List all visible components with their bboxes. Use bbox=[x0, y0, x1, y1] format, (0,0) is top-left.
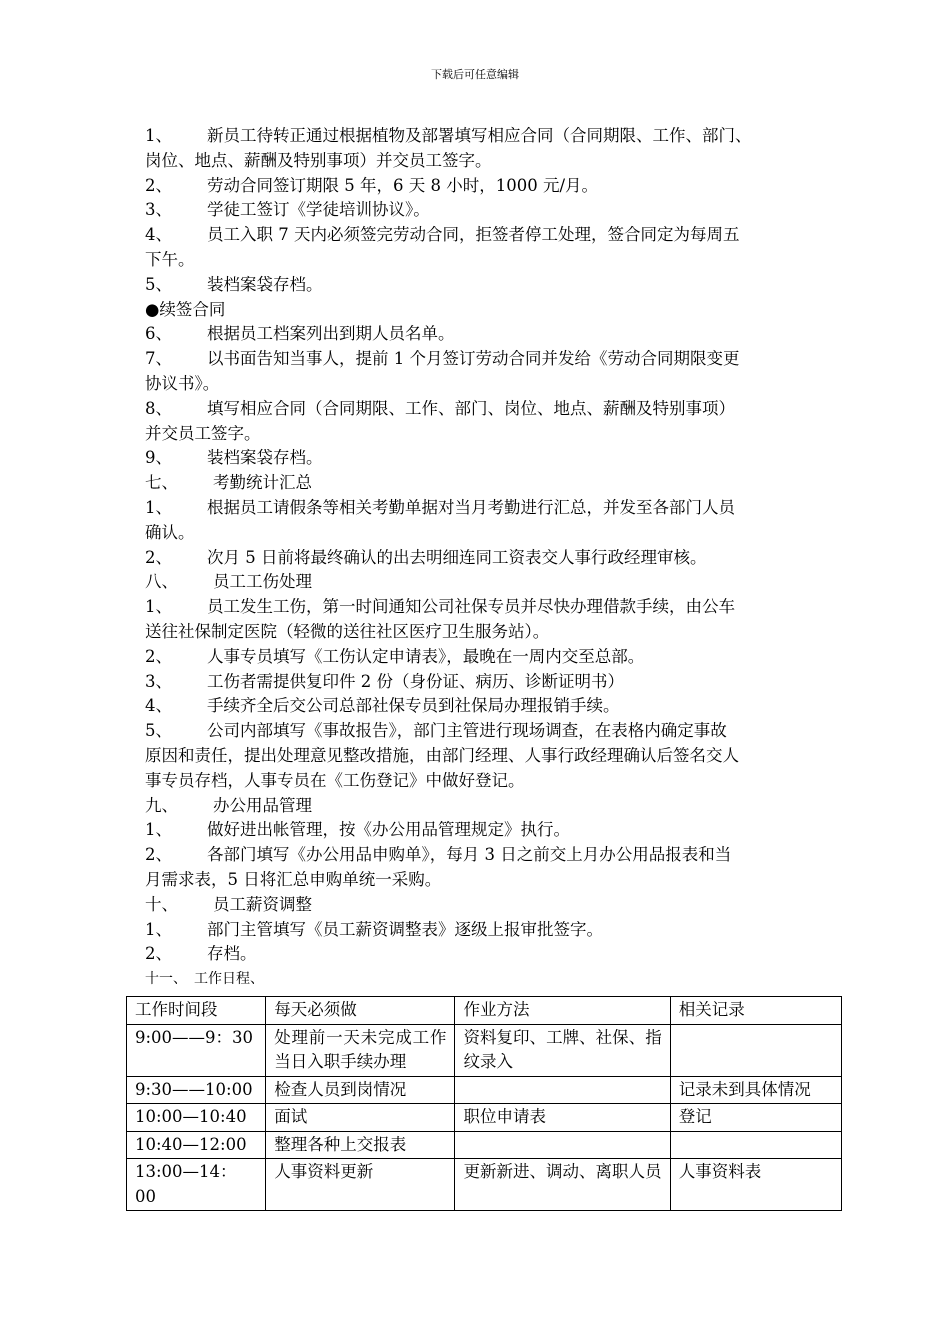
paragraph-text: 员工工伤处理 bbox=[213, 572, 312, 592]
paragraph-text: 并交员工签字。 bbox=[145, 423, 261, 443]
item-number: 3、 bbox=[145, 671, 172, 691]
table-cell: 资料复印、工牌、社保、指纹录入 bbox=[455, 1024, 670, 1076]
paragraph-line bbox=[145, 843, 845, 868]
paragraph-line bbox=[145, 223, 845, 248]
item-number: 2、 bbox=[145, 646, 172, 666]
item-number: 七、 bbox=[145, 473, 178, 493]
table-cell bbox=[670, 1024, 841, 1076]
paragraph-line bbox=[145, 645, 845, 670]
paragraph-text: 员工发生工伤，第一时间通知公司社保专员并尽快办理借款手续，由公车 bbox=[207, 597, 735, 617]
paragraph-text: 原因和责任，提出处理意见整改措施，由部门经理、人事行政经理确认后签名交人 bbox=[145, 745, 739, 765]
table-cell: 面试 bbox=[266, 1104, 455, 1132]
paragraph-text: 协议书》。 bbox=[145, 373, 220, 393]
table-header-row bbox=[127, 997, 842, 1025]
paragraph-text: 岗位、地点、薪酬及特别事项）并交员工签字。 bbox=[145, 150, 492, 170]
table-row bbox=[127, 1159, 842, 1211]
table-cell: 职位申请表 bbox=[455, 1104, 670, 1132]
paragraph-text: 装档案袋存档。 bbox=[207, 448, 323, 468]
paragraph-text: 员工薪资调整 bbox=[213, 894, 312, 914]
paragraph-text: 事专员存档，人事专员在《工伤登记》中做好登记。 bbox=[145, 770, 525, 790]
table-header-cell: 每天必须做 bbox=[266, 997, 455, 1025]
table-cell: 人事资料表 bbox=[670, 1159, 841, 1211]
paragraph-line bbox=[145, 818, 845, 843]
paragraph-line bbox=[145, 670, 845, 695]
item-number: 9、 bbox=[145, 448, 172, 468]
paragraph-line bbox=[145, 372, 845, 397]
item-number: 2、 bbox=[145, 944, 172, 964]
paragraph-line bbox=[145, 694, 845, 719]
paragraph-text: 做好进出帐管理，按《办公用品管理规定》执行。 bbox=[207, 820, 570, 840]
page-header: 下载后可任意编辑 bbox=[431, 68, 519, 81]
paragraph-text: 部门主管填写《员工薪资调整表》逐级上报审批签字。 bbox=[207, 919, 603, 939]
paragraph-line bbox=[145, 347, 845, 372]
item-number: 8、 bbox=[145, 398, 172, 418]
paragraph-line bbox=[145, 595, 845, 620]
paragraph-text: 次月 5 日前将最终确认的出去明细连同工资表交人事行政经理审核。 bbox=[207, 547, 707, 567]
paragraph-line bbox=[145, 769, 845, 794]
paragraph-text: 办公用品管理 bbox=[213, 795, 312, 815]
item-number: 1、 bbox=[145, 597, 172, 617]
table-cell: 9:00——9：30 bbox=[127, 1024, 266, 1076]
document-body bbox=[145, 124, 845, 992]
schedule-table bbox=[126, 996, 842, 1211]
paragraph-text: 送往社保制定医院（轻微的送往社区医疗卫生服务站）。 bbox=[145, 621, 550, 641]
paragraph-text: 以书面告知当事人，提前 1 个月签订劳动合同并发给《劳动合同期限变更 bbox=[207, 349, 740, 369]
paragraph-line bbox=[145, 744, 845, 769]
table-row bbox=[127, 1024, 842, 1076]
table-row bbox=[127, 1131, 842, 1159]
paragraph-text: 存档。 bbox=[207, 944, 257, 964]
table-header-cell: 作业方法 bbox=[455, 997, 670, 1025]
paragraph-text: 新员工待转正通过根据植物及部署填写相应合同（合同期限、工作、部门、 bbox=[207, 126, 752, 145]
table-cell: 登记 bbox=[670, 1104, 841, 1132]
section-heading bbox=[145, 893, 845, 918]
paragraph-line bbox=[145, 918, 845, 943]
paragraph-text: 确认。 bbox=[145, 522, 195, 542]
paragraph-text: 人事专员填写《工伤认定申请表》，最晚在一周内交至总部。 bbox=[207, 646, 645, 666]
section-heading bbox=[145, 471, 845, 496]
table-cell: 记录未到具体情况 bbox=[670, 1076, 841, 1104]
paragraph-line bbox=[145, 422, 845, 447]
paragraph-line bbox=[145, 620, 845, 645]
table-row bbox=[127, 1104, 842, 1132]
item-number: 2、 bbox=[145, 547, 172, 567]
item-number: 1、 bbox=[145, 497, 172, 517]
table-cell bbox=[455, 1131, 670, 1159]
table-header-cell: 工作时间段 bbox=[127, 997, 266, 1025]
item-number: 7、 bbox=[145, 349, 172, 369]
table-cell: 处理前一天未完成工作当日入职手续办理 bbox=[266, 1024, 455, 1076]
paragraph-line bbox=[145, 248, 845, 273]
item-number: 八、 bbox=[145, 572, 178, 592]
paragraph-text: 填写相应合同（合同期限、工作、部门、岗位、地点、薪酬及特别事项） bbox=[207, 398, 735, 418]
paragraph-line bbox=[145, 496, 845, 521]
item-number: 1、 bbox=[145, 820, 172, 840]
section-heading: 十一、 工作日程、 bbox=[145, 971, 264, 988]
table-cell: 10:40—12:00 bbox=[127, 1131, 266, 1159]
paragraph-text: 员工入职 7 天内必须签完劳动合同，拒签者停工处理，签合同定为每周五 bbox=[207, 225, 740, 245]
section-heading bbox=[145, 570, 845, 595]
paragraph-text: 各部门填写《办公用品申购单》，每月 3 日之前交上月办公用品报表和当 bbox=[207, 845, 732, 865]
paragraph-line bbox=[145, 273, 845, 298]
paragraph-text: 根据员工档案列出到期人员名单。 bbox=[207, 324, 455, 344]
paragraph-line bbox=[145, 397, 845, 422]
item-number: 5、 bbox=[145, 721, 172, 741]
item-number: 1、 bbox=[145, 919, 172, 939]
item-number: 十、 bbox=[145, 894, 178, 914]
paragraph-text: 装档案袋存档。 bbox=[207, 274, 323, 294]
paragraph-line bbox=[145, 521, 845, 546]
paragraph-line bbox=[145, 322, 845, 347]
item-number: 5、 bbox=[145, 274, 172, 294]
paragraph-line bbox=[145, 546, 845, 571]
table-cell: 人事资料更新 bbox=[266, 1159, 455, 1211]
paragraph-line bbox=[145, 719, 845, 744]
paragraph-line bbox=[145, 868, 845, 893]
item-number: 3、 bbox=[145, 200, 172, 220]
table-cell: 10:00—10:40 bbox=[127, 1104, 266, 1132]
item-number: 2、 bbox=[145, 845, 172, 865]
paragraph-text: 根据员工请假条等相关考勤单据对当月考勤进行汇总，并发至各部门人员 bbox=[207, 497, 735, 517]
item-number: 4、 bbox=[145, 696, 172, 716]
table-row bbox=[127, 1076, 842, 1104]
table-cell: 检查人员到岗情况 bbox=[266, 1076, 455, 1104]
table-cell bbox=[455, 1076, 670, 1104]
item-number: 4、 bbox=[145, 225, 172, 245]
paragraph-line bbox=[145, 124, 845, 149]
paragraph-line bbox=[145, 298, 845, 323]
paragraph-text: 手续齐全后交公司总部社保专员到社保局办理报销手续。 bbox=[207, 696, 620, 716]
item-number: 1、 bbox=[145, 126, 172, 145]
table-cell bbox=[670, 1131, 841, 1159]
paragraph-line bbox=[145, 174, 845, 199]
paragraph-line bbox=[145, 942, 845, 967]
paragraph-line bbox=[145, 149, 845, 174]
paragraph-text: 学徒工签订《学徒培训协议》。 bbox=[207, 200, 430, 220]
paragraph-text: 下午。 bbox=[145, 249, 195, 269]
table-cell: 9:30——10:00 bbox=[127, 1076, 266, 1104]
paragraph-text: 公司内部填写《事故报告》，部门主管进行现场调查，在表格内确定事故 bbox=[207, 721, 727, 741]
item-number: 2、 bbox=[145, 175, 172, 195]
paragraph-text: 月需求表，5 日将汇总申购单统一采购。 bbox=[145, 869, 442, 889]
item-number: 6、 bbox=[145, 324, 172, 344]
paragraph-text: ●续签合同 bbox=[145, 299, 226, 319]
paragraph-text: 劳动合同签订期限 5 年，6 天 8 小时，1000 元/月。 bbox=[207, 175, 599, 195]
table-cell: 整理各种上交报表 bbox=[266, 1131, 455, 1159]
item-number: 九、 bbox=[145, 795, 178, 815]
table-cell: 13:00—14：00 bbox=[127, 1159, 266, 1211]
paragraph-text: 考勤统计汇总 bbox=[213, 473, 312, 493]
table-header-cell: 相关记录 bbox=[670, 997, 841, 1025]
table-cell: 更新新进、调动、离职人员 bbox=[455, 1159, 670, 1211]
paragraph-line bbox=[145, 446, 845, 471]
section-heading bbox=[145, 794, 845, 819]
paragraph-text: 工伤者需提供复印件 2 份（身份证、病历、诊断证明书） bbox=[207, 671, 624, 691]
paragraph-line bbox=[145, 198, 845, 223]
